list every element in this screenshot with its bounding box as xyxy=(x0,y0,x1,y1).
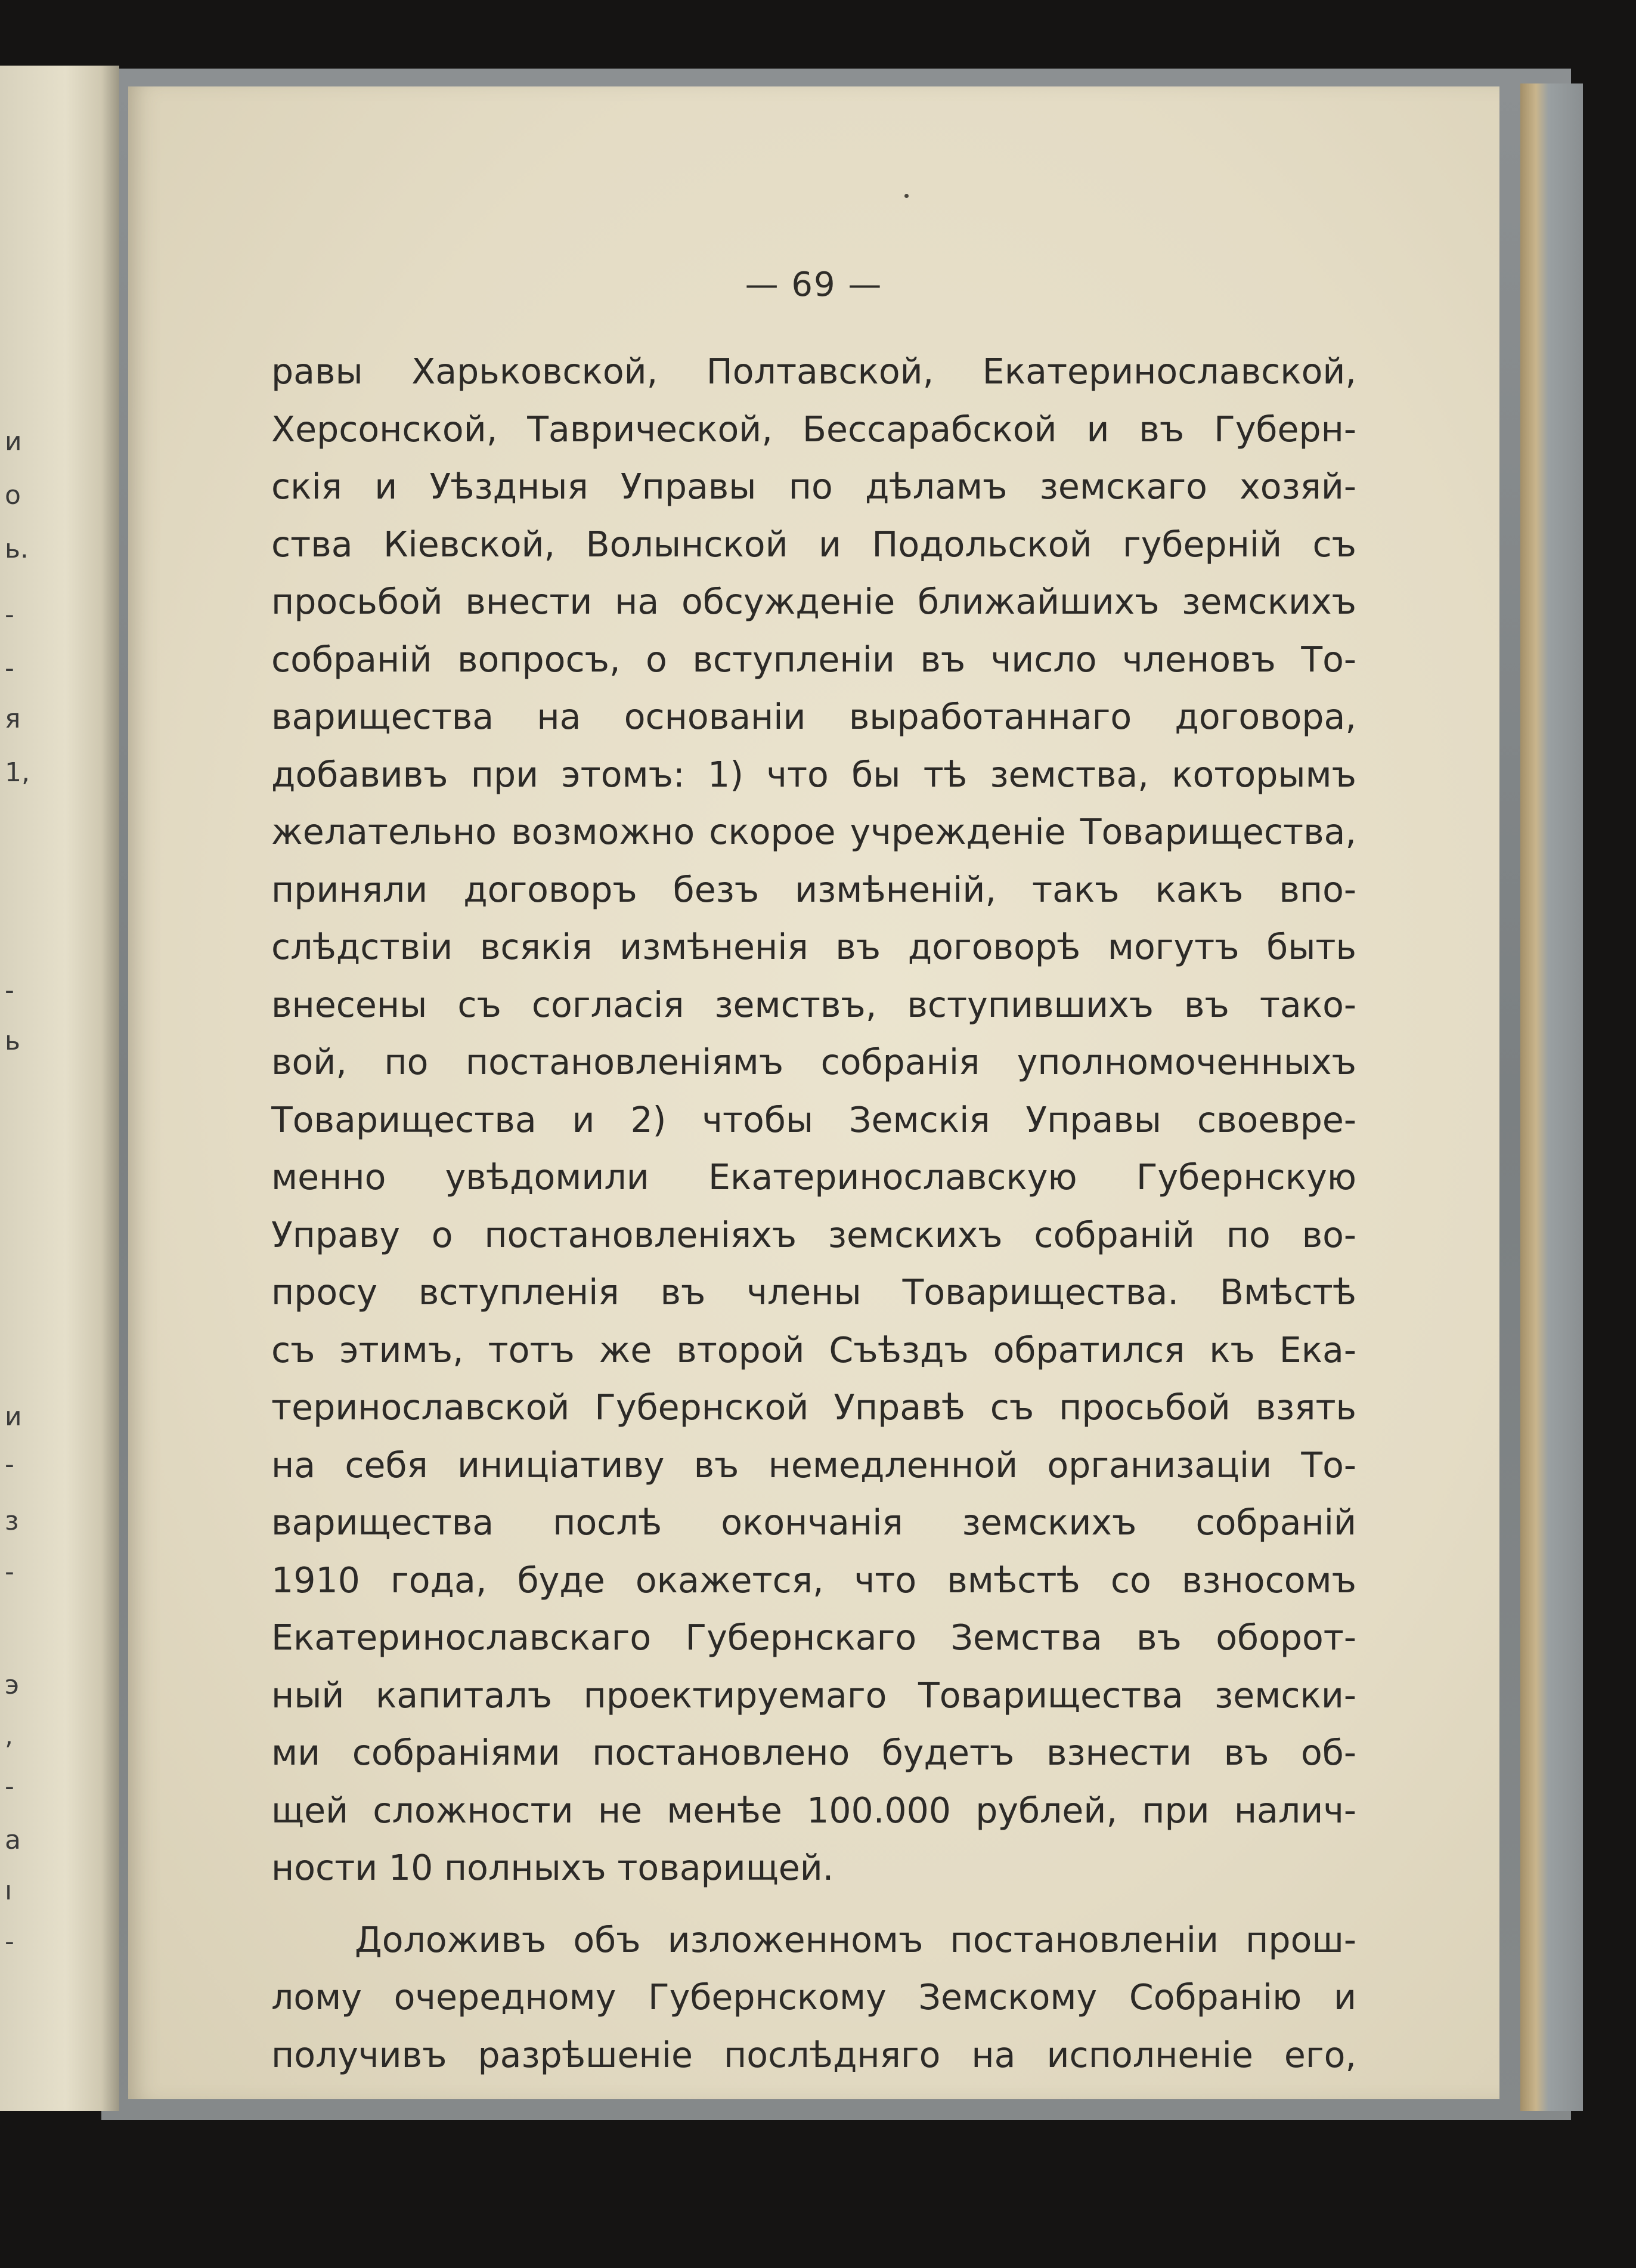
left-page-edge xyxy=(0,66,119,2111)
left-page-fragment: - xyxy=(5,1926,14,1957)
text-line: ности 10 полныхъ товарищей. xyxy=(271,1848,834,1888)
text-line: равы Харьковской, Полтавской, Екатеринославской, xyxy=(271,351,1356,392)
text-line: ный капиталъ проектируемаго Товарищества земски- xyxy=(271,1675,1356,1716)
left-page-fragment: - xyxy=(5,1771,14,1802)
paper-speck xyxy=(904,194,909,198)
text-line: Екатеринославскаго Губернскаго Земства въ оборот- xyxy=(271,1617,1356,1658)
paragraph-1 xyxy=(271,343,1356,1897)
paragraph-2 xyxy=(271,1911,1356,2084)
text-line: ми собраніями постановлено будетъ взнести въ об- xyxy=(271,1732,1356,1773)
text-line: слѣдствіи всякія измѣненія въ договорѣ могутъ быть xyxy=(271,927,1356,967)
left-page-fragment: о xyxy=(5,480,21,510)
left-page-fragment: а xyxy=(5,1825,21,1855)
left-page-fragment: 1, xyxy=(5,757,30,788)
text-line: Херсонской, Таврической, Бессарабской и въ Губерн- xyxy=(271,409,1356,450)
text-line: собраній вопросъ, о вступленіи въ число членовъ То- xyxy=(271,639,1356,680)
left-page-fragment: - xyxy=(5,1449,14,1480)
page-body-text xyxy=(271,343,1356,2084)
left-page-fragment: и xyxy=(5,426,22,457)
text-line: ства Кіевской, Волынской и Подольской губерній съ xyxy=(271,524,1356,565)
page-edge-stack xyxy=(1520,83,1583,2111)
paragraph-gap xyxy=(271,1897,1356,1911)
text-line: внесены съ согласія земствъ, вступившихъ въ тако- xyxy=(271,984,1356,1025)
text-line: просьбой внести на обсужденіе ближайшихъ земскихъ xyxy=(271,581,1356,622)
left-page-fragment: я xyxy=(5,704,21,734)
left-page-fragment: и xyxy=(5,1401,22,1432)
page-number: — 69 — xyxy=(745,265,883,304)
text-line: менно увѣдомили Екатеринославскую Губернскую xyxy=(271,1157,1356,1198)
text-line: Управу о постановленіяхъ земскихъ собраній по во- xyxy=(271,1214,1356,1255)
left-page-fragment: - xyxy=(5,975,14,1005)
text-line: щей сложности не менѣе 100.000 рублей, при налич- xyxy=(271,1790,1356,1831)
text-line: получивъ разрѣшеніе послѣдняго на исполненіе его, xyxy=(271,2034,1356,2075)
text-line: вой, по постановленіямъ собранія уполномоченныхъ xyxy=(271,1042,1356,1082)
left-page-fragment: ь xyxy=(5,1026,20,1056)
text-line: лому очередному Губернскому Земскому Собранію и xyxy=(271,1977,1356,2018)
left-page-fragment: - xyxy=(5,653,14,683)
left-page-fragment: - xyxy=(5,1557,14,1587)
book-page xyxy=(128,86,1499,2099)
text-line: варищества на основаніи выработаннаго договора, xyxy=(271,697,1356,737)
text-line: Товарищества и 2) чтобы Земскія Управы своевре- xyxy=(271,1099,1356,1140)
text-line: просу вступленія въ члены Товарищества. Вмѣстѣ xyxy=(271,1272,1356,1313)
text-line: приняли договоръ безъ измѣненій, такъ какъ впо- xyxy=(271,869,1356,910)
text-line: теринославской Губернской Управѣ съ просьбой взять xyxy=(271,1387,1356,1428)
text-line: съ этимъ, тотъ же второй Съѣздъ обратился къ Ека- xyxy=(271,1329,1356,1370)
text-line: на себя иниціативу въ немедленной организаціи То- xyxy=(271,1444,1356,1486)
left-page-fragment: ı xyxy=(5,1876,13,1906)
text-line: Доложивъ объ изложенномъ постановленіи прош- xyxy=(355,1919,1356,1960)
left-page-fragment: ь. xyxy=(5,534,29,564)
text-line: 1910 года, буде окажется, что вмѣстѣ со взносомъ xyxy=(271,1560,1356,1601)
text-line: желательно возможно скорое учрежденіе Товарищества, xyxy=(271,812,1356,852)
text-line: скія и Уѣздныя Управы по дѣламъ земскаго хозяй- xyxy=(271,466,1356,507)
left-page-fragment: э xyxy=(5,1670,20,1700)
left-page-fragment: - xyxy=(5,599,14,630)
left-page-fragment: , xyxy=(5,1721,13,1751)
text-line: добавивъ при этомъ: 1) что бы тѣ земства, которымъ xyxy=(271,754,1356,795)
left-page-fragment: з xyxy=(5,1506,19,1536)
text-line: варищества послѣ окончанія земскихъ собраній xyxy=(271,1502,1356,1543)
